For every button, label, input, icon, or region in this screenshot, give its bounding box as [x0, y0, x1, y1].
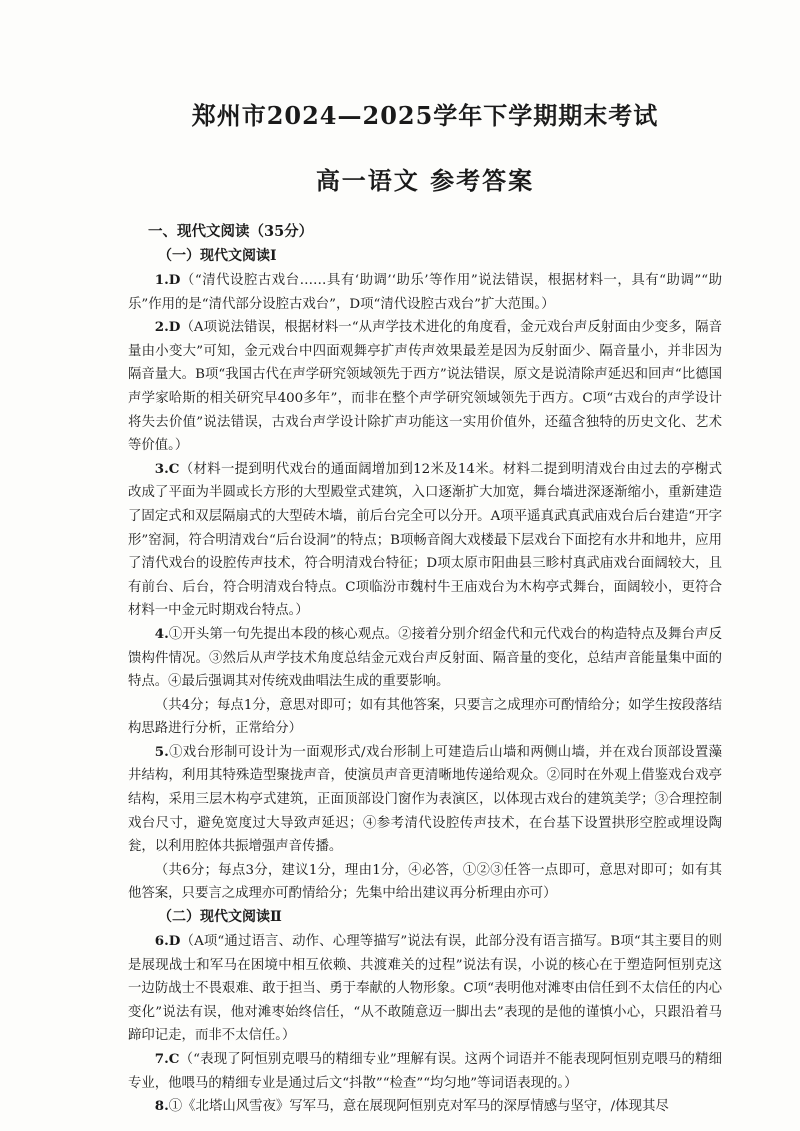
- answer-text: （A项说法错误，根据材料一“从声学技术进化的角度看，金元戏台声反射面由少变多，隔音量由小变大”可知，金元戏台中四面观舞亭扩声传声效果最差是因为反射面少、隔音量小，并非因为隔音量大。B项“我国古代在声学研究领域领先于西方”说法错误，原文是说清除声延迟和回声“比德国声学家哈斯的相关研究早400多年”，而非在整个声学研究领域领先于西方。C项“古戏台的声学设计将失去价值”说法错误，古戏台声学设计除扩声功能这一实用价值外，还蕴含独特的历史文化、艺术等价值。）: [128, 320, 722, 454]
- subsection-heading-1: （一）现代文阅读Ⅰ: [158, 248, 277, 264]
- answer-5: [128, 741, 722, 859]
- doc-subtitle: 高一语文 参考答案: [315, 166, 535, 195]
- answer-7: [128, 1048, 722, 1095]
- answer-6: [128, 930, 722, 1048]
- answer-5-scoring: [128, 859, 722, 906]
- answer-number: 7.C: [154, 1051, 180, 1067]
- answer-3: [128, 458, 722, 623]
- answer-number: 8.: [154, 1098, 169, 1115]
- answer-4: [128, 623, 722, 694]
- answer-text: （“清代设腔古戏台……具有‘助调’‘助乐’等作用”说法错误，根据材料一，具有“助调”“助乐”作用的是“清代部分设腔古戏台”，D项“清代设腔古戏台”扩大范围。）: [128, 273, 722, 312]
- answer-2: [128, 316, 722, 458]
- answer-4-scoring: [128, 694, 722, 741]
- section-heading: 一、现代文阅读（35分）: [148, 223, 314, 240]
- subsection-heading-2: （二）现代文阅读Ⅱ: [158, 909, 282, 926]
- answer-number: 5.: [154, 743, 169, 760]
- answer-text: （“表现了阿恒别克喂马的精细专业”理解有误。这两个词语并不能表现阿恒别克喂马的精细专业，他喂马的精细专业是通过后文“抖散”“检查”“均匀地”等词语表现的。）: [128, 1052, 722, 1091]
- answer-text: （共6分；每点3分，建议1分，理由1分，④必答，①②③任答一点即可，意思对即可；如有其他答案，只要言之成理亦可酌情给分；先集中给出建议再分析理由亦可）: [128, 862, 722, 902]
- answer-number: 1.D: [154, 272, 181, 288]
- answer-text: （共4分；每点1分，意思对即可；如有其他答案，只要言之成理亦可酌情给分；如学生按段落结构思路进行分析，正常给分）: [128, 697, 722, 737]
- answer-number: 4.: [154, 625, 169, 642]
- answer-text: ①开头第一句先提出本段的核心观点。②接着分别介绍金代和元代戏台的构造特点及舞台声反馈构件情况。③然后从声学技术角度总结金元戏台声反射面、隔音量的变化，总结声音能量集中面的特点。④最后强调其对传统戏曲唱法生成的重要影响。: [128, 626, 722, 690]
- answer-text: （材料一提到明代戏台的通面阔增加到12米及14米。材料二提到明清戏台由过去的亭榭式改成了平面为半圆或长方形的大型殿堂式建筑，入口逐渐扩大加宽，舞台墙进深逐渐缩小，重新建造了固定式和双层隔扇式的大型砖木墙，前后台完全可以分开。A项平遥真武真武庙戏台后台建造“开字形”窑洞，符合明清戏台“后台设洞”的特点；B项畅音阁大戏楼最下层戏台下面挖有水井和地井，应用了清代戏台的设腔传声技术，符合明清戏台特征；D项太原市阳曲县三畛村真武庙戏台面阔较大，且有前台、后台，符合明清戏台特点。C项临汾市魏村牛王庙戏台为木构亭式舞台，面阔较小，更符合材料一中金元时期戏台特点。）: [128, 461, 722, 619]
- answer-number: 6.D: [154, 933, 181, 950]
- answer-number: 2.D: [154, 319, 181, 336]
- answer-1: [128, 269, 722, 316]
- doc-title: 郑州市2024—2025学年下学期期末考试: [191, 101, 659, 130]
- answer-text: （A项“通过语言、动作、心理等描写”说法有误，此部分没有语言描写。B项“其主要目的则是展现战士和军马在困境中相互依赖、共渡难关的过程”说法有误，小说的核心在于塑造阿恒别克这一边防战士不畏艰难、敢于担当、勇于奉献的人物形象。C项“表明他对滩枣由信任到不太信任的内心变化”说法有误，他对滩枣始终信任，“从不敢随意迈一脚出去”表现的是他的谨慎小心，只跟沿着马蹄印记走，而非不太信任。）: [128, 934, 722, 1044]
- answer-text: ①《北塔山风雪夜》写军马，意在展现阿恒别克对军马的深厚情感与坚守，/体现其尽: [168, 1099, 669, 1115]
- answer-text: ①戏台形制可设计为一面观形式/戏台形制上可建造后山墙和两侧山墙，并在戏台顶部设置藻井结构，利用其特殊造型聚拢声音，使演员声音更清晰地传递给观众。②同时在外观上借鉴戏台戏亭结构，采用三层木构亭式建筑，正面顶部设门窗作为表演区，以体现古戏台的建筑美学；③合理控制戏台尺寸，避免宽度过大导致声延迟；④参考清代设腔传声技术，在台基下设置拱形空腔或埋设陶瓮，以利用腔体共振增强声音传播。: [128, 744, 722, 855]
- answer-8: [128, 1095, 722, 1119]
- answer-number: 3.C: [154, 460, 180, 477]
